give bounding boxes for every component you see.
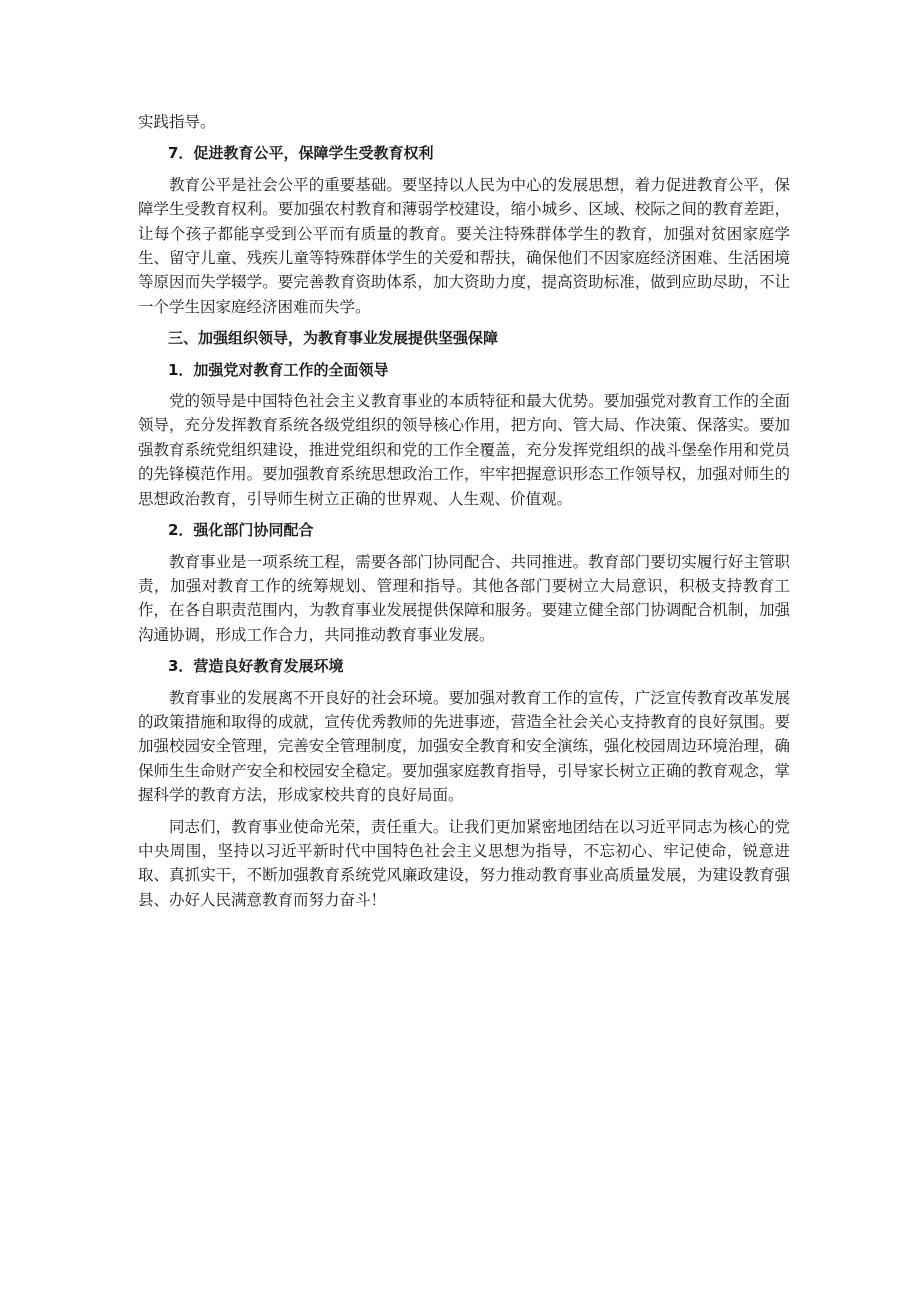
paragraph-department-coordination: 教育事业是一项系统工程，需要各部门协同配合、共同推进。教育部门要切实履行好主管职责，加强对教育工作的统筹规划、管理和指导。其他各部门要树立大局意识，积极支持教育工作，在各自职责范围内，为教育事业发展提供保障和服务。要建立健全部门协调配合机制，加强沟通协调，形成工作合力，共同推动教育事业发展。 xyxy=(138,552,790,644)
section-heading-1: 1．加强党对教育工作的全面领导 xyxy=(168,360,389,379)
paragraph-environment: 教育事业的发展离不开良好的社会环境。要加强对教育工作的宣传，广泛宣传教育改革发展的政策措施和取得的成就，宣传优秀教师的先进事迹，营造全社会关心支持教育的良好氛围。要加强校园安全管理，完善安全管理制度，加强安全教育和安全演练，强化校园周边环境治理，确保师生生命财产安全和校园安全稳定。要加强家庭教育指导，引导家长树立正确的教育观念，掌握科学的教育方法，形成家校共育的良好局面。 xyxy=(138,688,790,805)
section-heading-7: 7．促进教育公平，保障学生受教育权利 xyxy=(168,144,434,163)
section-heading-3: 3．营造良好教育发展环境 xyxy=(168,657,344,676)
paragraph-closing: 同志们，教育事业使命光荣，责任重大。让我们更加紧密地团结在以习近平同志为核心的党中央周围，坚持以习近平新时代中国特色社会主义思想为指导，不忘初心、牢记使命，锐意进取、真抓实干，不断加强教育系统党风廉政建设，努力推动教育事业高质量发展，为建设教育强县、办好人民满意教育而努力奋斗！ xyxy=(138,817,790,909)
paragraph-education-equity: 教育公平是社会公平的重要基础。要坚持以人民为中心的发展思想，着力促进教育公平，保障学生受教育权利。要加强农村教育和薄弱学校建设，缩小城乡、区域、校际之间的教育差距，让每个孩子都能享受到公平而有质量的教育。要关注特殊群体学生的教育，加强对贫困家庭学生、留守儿童、残疾儿童等特殊群体学生的关爱和帮扶，确保他们不因家庭经济困难、生活困境等原因而失学辍学。要完善教育资助体系，加大资助力度，提高资助标准，做到应助尽助，不让一个学生因家庭经济困难而失学。 xyxy=(138,175,790,316)
document-page xyxy=(138,110,790,919)
paragraph-party-leadership: 党的领导是中国特色社会主义教育事业的本质特征和最大优势。要加强党对教育工作的全面领导，充分发挥教育系统各级党组织的领导核心作用，把方向、管大局、作决策、保落实。要加强教育系统党组织建设，推进党组织和党的工作全覆盖，充分发挥党组织的战斗堡垒作用和党员的先锋模范作用。要加强教育系统思想政治工作，牢牢把握意识形态工作领导权，加强对师生的思想政治教育，引导师生树立正确的世界观、人生观、价值观。 xyxy=(138,392,790,508)
paragraph-continuation: 实践指导。 xyxy=(138,113,216,131)
chapter-heading-3: 三、加强组织领导，为教育事业发展提供坚强保障 xyxy=(168,329,499,348)
section-heading-2: 2．强化部门协同配合 xyxy=(168,521,314,540)
